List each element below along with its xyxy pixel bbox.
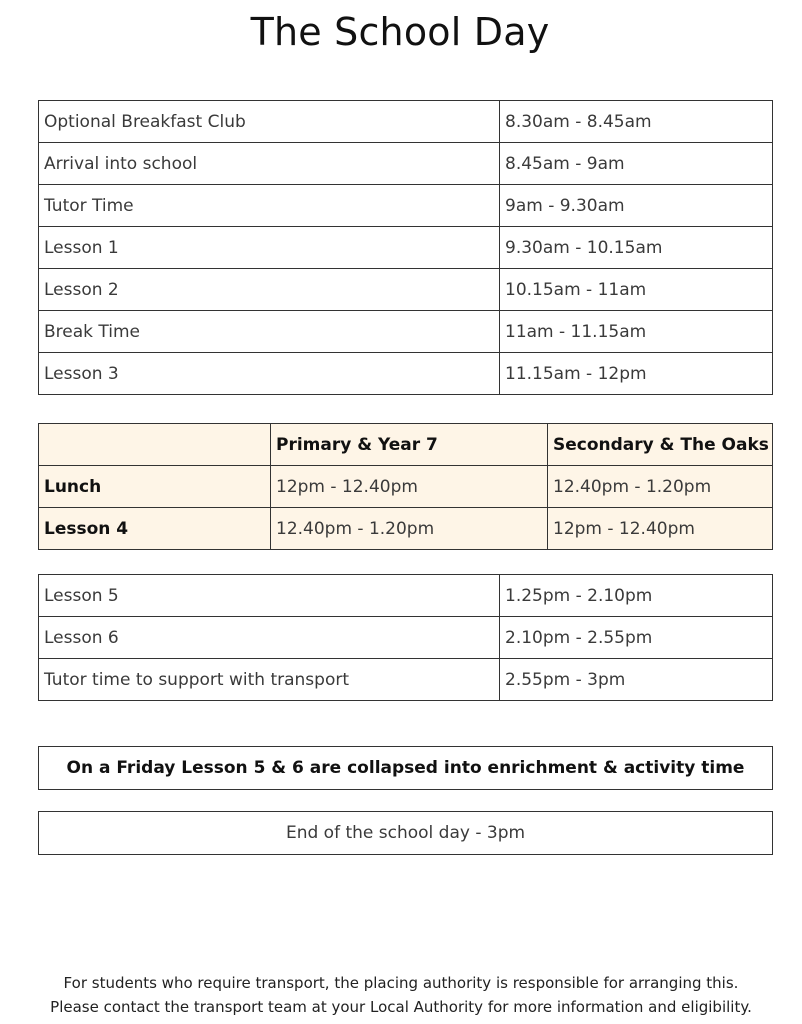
table-header-row [39, 424, 773, 466]
activity-cell: Tutor time to support with transport [39, 659, 500, 701]
activity-cell: Lesson 1 [39, 227, 500, 269]
table-row [39, 575, 773, 617]
activity-cell: Lesson 5 [39, 575, 500, 617]
afternoon-schedule-table [38, 574, 773, 701]
time-cell: 8.45am - 9am [500, 143, 773, 185]
activity-cell: Lesson 2 [39, 269, 500, 311]
header-cell-primary: Primary & Year 7 [271, 424, 548, 466]
activity-cell: Break Time [39, 311, 500, 353]
time-cell: 8.30am - 8.45am [500, 101, 773, 143]
row-label-cell: Lunch [39, 466, 271, 508]
footer-line-2: Please contact the transport team at your Local Authority for more information and eligibility. [50, 998, 752, 1016]
activity-cell: Optional Breakfast Club [39, 101, 500, 143]
morning-schedule-table [38, 100, 773, 395]
time-cell: 2.55pm - 3pm [500, 659, 773, 701]
primary-time-cell: 12.40pm - 1.20pm [271, 508, 548, 550]
midday-schedule-table [38, 423, 773, 550]
secondary-time-cell: 12pm - 12.40pm [548, 508, 773, 550]
time-cell: 1.25pm - 2.10pm [500, 575, 773, 617]
activity-cell: Tutor Time [39, 185, 500, 227]
end-of-day-box [38, 811, 773, 855]
table-row [39, 101, 773, 143]
activity-cell: Lesson 6 [39, 617, 500, 659]
table-row [39, 185, 773, 227]
table-row [39, 143, 773, 185]
page-title: The School Day [250, 10, 550, 54]
time-cell: 10.15am - 11am [500, 269, 773, 311]
row-label-cell: Lesson 4 [39, 508, 271, 550]
end-of-day-text: End of the school day - 3pm [285, 823, 526, 843]
time-cell: 9am - 9.30am [500, 185, 773, 227]
table-row [39, 466, 773, 508]
table-row [39, 311, 773, 353]
header-cell-empty [39, 424, 271, 466]
table-row [39, 508, 773, 550]
time-cell: 9.30am - 10.15am [500, 227, 773, 269]
table-row [39, 659, 773, 701]
activity-cell: Arrival into school [39, 143, 500, 185]
primary-time-cell: 12pm - 12.40pm [271, 466, 548, 508]
table-row [39, 353, 773, 395]
secondary-time-cell: 12.40pm - 1.20pm [548, 466, 773, 508]
time-cell: 11am - 11.15am [500, 311, 773, 353]
footer-line-1: For students who require transport, the placing authority is responsible for arranging this. [63, 974, 739, 992]
friday-note-box [38, 746, 773, 790]
table-row [39, 227, 773, 269]
header-cell-secondary: Secondary & The Oaks [548, 424, 773, 466]
friday-note-text: On a Friday Lesson 5 & 6 are collapsed into enrichment & activity time [66, 758, 745, 778]
time-cell: 2.10pm - 2.55pm [500, 617, 773, 659]
table-row [39, 269, 773, 311]
table-row [39, 617, 773, 659]
activity-cell: Lesson 3 [39, 353, 500, 395]
time-cell: 11.15am - 12pm [500, 353, 773, 395]
